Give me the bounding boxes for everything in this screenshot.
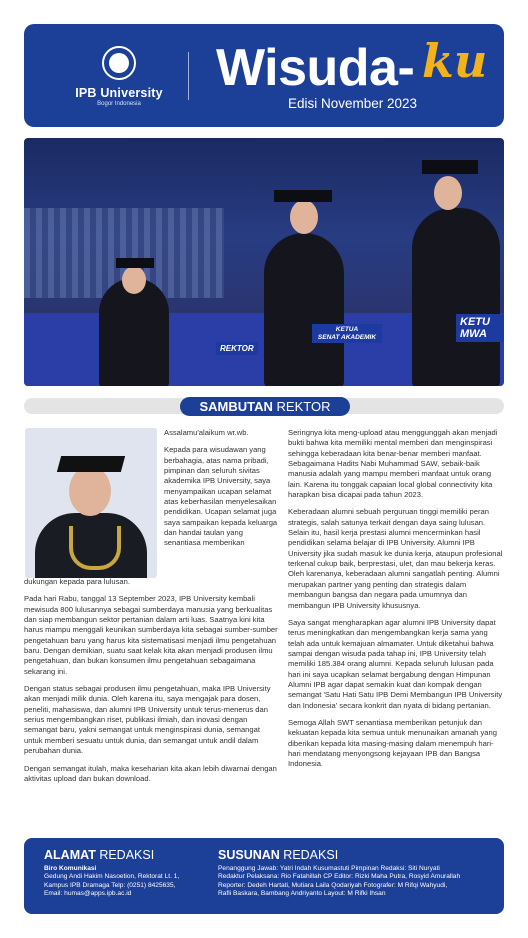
header-banner (24, 24, 504, 127)
header-divider (188, 52, 189, 100)
alamat-heading-bold: ALAMAT (44, 848, 96, 862)
susunan-line: Rafli Baskara, Bambang Andriyanto Layout: M Rifki Ihsan (218, 890, 386, 898)
sign-ketua-senat: KETUA SENAT AKADEMIK (312, 324, 382, 343)
footer-panel (24, 838, 504, 914)
paragraph: Seringnya kita meng-upload atau menggunggah akan menjadi bukti bahwa kita memiliki mental memberi dan menginspirasi sehingga keberadaan kita benar-benar memberi manfaat. Sebagaimana Hadits Nabi Muhammad SAW, sebaik-baik manusia adalah yang mampu memberi manfaat untuk orang lain. Karena itu tonggak capaian local global connectivity kita harapkan bisa dicapai pada tahun 2023. (288, 428, 498, 500)
rector-portrait (25, 428, 157, 578)
article-intro (164, 428, 278, 549)
alamat-heading (44, 848, 154, 862)
paragraph: Keberadaan alumni sebuah perguruan tinggi memiliki peran strategis, salah satunya terkait dengan daya saing lulusan. Selain itu, hasil kerja prestasi alumni mencerminkan hasil pendidikan selama belajar di IPB University. Alumni IPB University jika sudah masuk ke dunia kerja, ataupun profesional terkenal cukup baik, berprestasi, ulet, dan mau bekerja keras. Oleh karenanya, keberadaan alumni sangatlah penting. Alumni merupakan partner yang penting dan strategis dalam membangun bangsa dan negara pada umumnya dan membangun IPB University khususnya. (288, 507, 503, 610)
paragraph: Dengan semangat itulah, maka keseharian kita akan lebih diwarnai dengan aktivitas upload dan bukan download. (24, 763, 277, 783)
section-title-rest: REKTOR (272, 399, 331, 414)
susunan-line: Penanggung Jawab: Yatri Indah Kusumastuti Pimpinan Redaksi: Siti Nuryati (218, 865, 440, 872)
page-title: Wisuda- (216, 39, 415, 97)
susunan-text (218, 865, 500, 899)
paragraph: Saya sangat mengharapkan agar alumni IPB University dapat terus meningkatkan dan mengembangkan kerja sama yang telah ada untuk kemajuan almamater. Untuk diketahui bahwa sampai dengan wisuda pada tahap ini, IPB University telah memiliki 185.384 orang alumni. Kepada seluruh lulusan pada hari ini saya ucapkan selamat bergabung dengan Himpunan Alumni IPB agar dapat semakin kuat dan kompak dengan semangat 'Satu Hati Satu IPB Demi Membangun IPB University dan Indonesia' secara konkrit dan nyata di bidang pertanian. (288, 617, 503, 710)
paragraph: Pada hari Rabu, tanggal 13 September 2023, IPB University kembali mewisuda 800 lulusannya sebagai sumberdaya manusia yang berkualitas dan siap membangun sektor pertanian dalam arti luas. Saatnya kini kita harus mampu menggali keunikan sumberdaya kita sebagai sumber-sumber pengetahuan baru yang harus kita sistematisasi menjadi ilmu pengetahuan baru. Dengan demikian, suatu saat kelak kita akan menjadi produsen ilmu pengetahuan, dan bukan konsumen ilmu pengetahuan sebagaimana sekarang ini. (24, 594, 278, 676)
paragraph: Dengan status sebagai produsen ilmu pengetahuan, maka IPB University akan menjadi milik dunia. Oleh karena itu, saya mengajak para dosen, peneliti, mahasiswa, dan alumni IPB University untuk terus-menerus dan serius mengembangkan riset, publikasi ilmiah, dan inovasi dengan semangat baru, yakni semangat untuk menginspirasi dunia, semangat untuk memberi sesuatu untuk dunia, dan semangat untuk andil dalam perubahan dunia. (24, 684, 271, 756)
edition-label: Edisi November 2023 (288, 96, 418, 111)
paragraph: Assalamu'alaikum wr.wb. (164, 428, 249, 437)
susunan-line: Reporter: Dedeh Hartati, Mutiara Laila Qodariyah Fotografer: M Rifqi Wahyudi, (218, 881, 448, 889)
susunan-heading-rest: REDAKSI (279, 848, 339, 862)
graduate-face (122, 266, 146, 294)
alamat-heading-rest: REDAKSI (95, 848, 155, 862)
section-title (180, 397, 350, 416)
alamat-line: Email: humas@apps.ipb.ac.id (44, 890, 132, 898)
page-title-accent: ku (422, 34, 488, 88)
rector-cap (274, 190, 332, 202)
official-face (434, 176, 462, 210)
rector-figure (264, 233, 344, 386)
sign-rektor: REKTOR (216, 342, 258, 355)
university-name: IPB University (75, 86, 163, 100)
article-right-column (288, 428, 504, 777)
susunan-heading (218, 848, 338, 862)
article-left-column (24, 577, 278, 791)
section-title-bold: SAMBUTAN (199, 399, 273, 414)
alamat-text (44, 865, 224, 899)
susunan-line: Redaktur Pelaksana: Rio Fatahillah CP Editor: Rizki Maha Putra, Rosyid Amurallah (218, 873, 461, 881)
paragraph: dukungan kepada para lulusan. (24, 577, 130, 586)
rector-face (290, 200, 318, 234)
official-figure (412, 208, 500, 386)
ipb-logo-icon (102, 46, 136, 80)
official-cap (422, 160, 478, 174)
paragraph: Kepada para wisudawan yang berbahagia, atas nama pribadi, pimpinan dan seluruh sivitas akademika IPB University, saya menyampaikan ucapan selamat atas keberhasilan menyelesaikan pendidikan. Ucapan selamat juga saya sampaikan kepada keluarga dan handai taulan yang senantiasa memberikan (164, 445, 278, 548)
paragraph: Semoga Allah SWT senantiasa memberikan petunjuk dan kekuatan kepada kita semua untuk menunaikan amanah yang diberikan kepada kita masing-masing dalam menempuh hari-hari mendatang menyongsong kejayaan IPB dan Bangsa Indonesia. (288, 717, 497, 769)
graduate-figure (99, 278, 169, 386)
alamat-org: Biro Komunikasi (44, 865, 97, 872)
graduation-photo (24, 138, 504, 386)
alamat-line: Gedung Andi Hakim Nasoetion, Rektorat Lt. 1, (44, 873, 180, 881)
alamat-line: Kampus IPB Dramaga Telp: (0251) 8425635, (44, 881, 176, 889)
sign-ketua-mwa: KETU MWA (456, 314, 504, 342)
susunan-heading-bold: SUSUNAN (218, 848, 280, 862)
graduate-cap (116, 258, 154, 268)
university-location: Bogor Indonesia (97, 101, 141, 107)
